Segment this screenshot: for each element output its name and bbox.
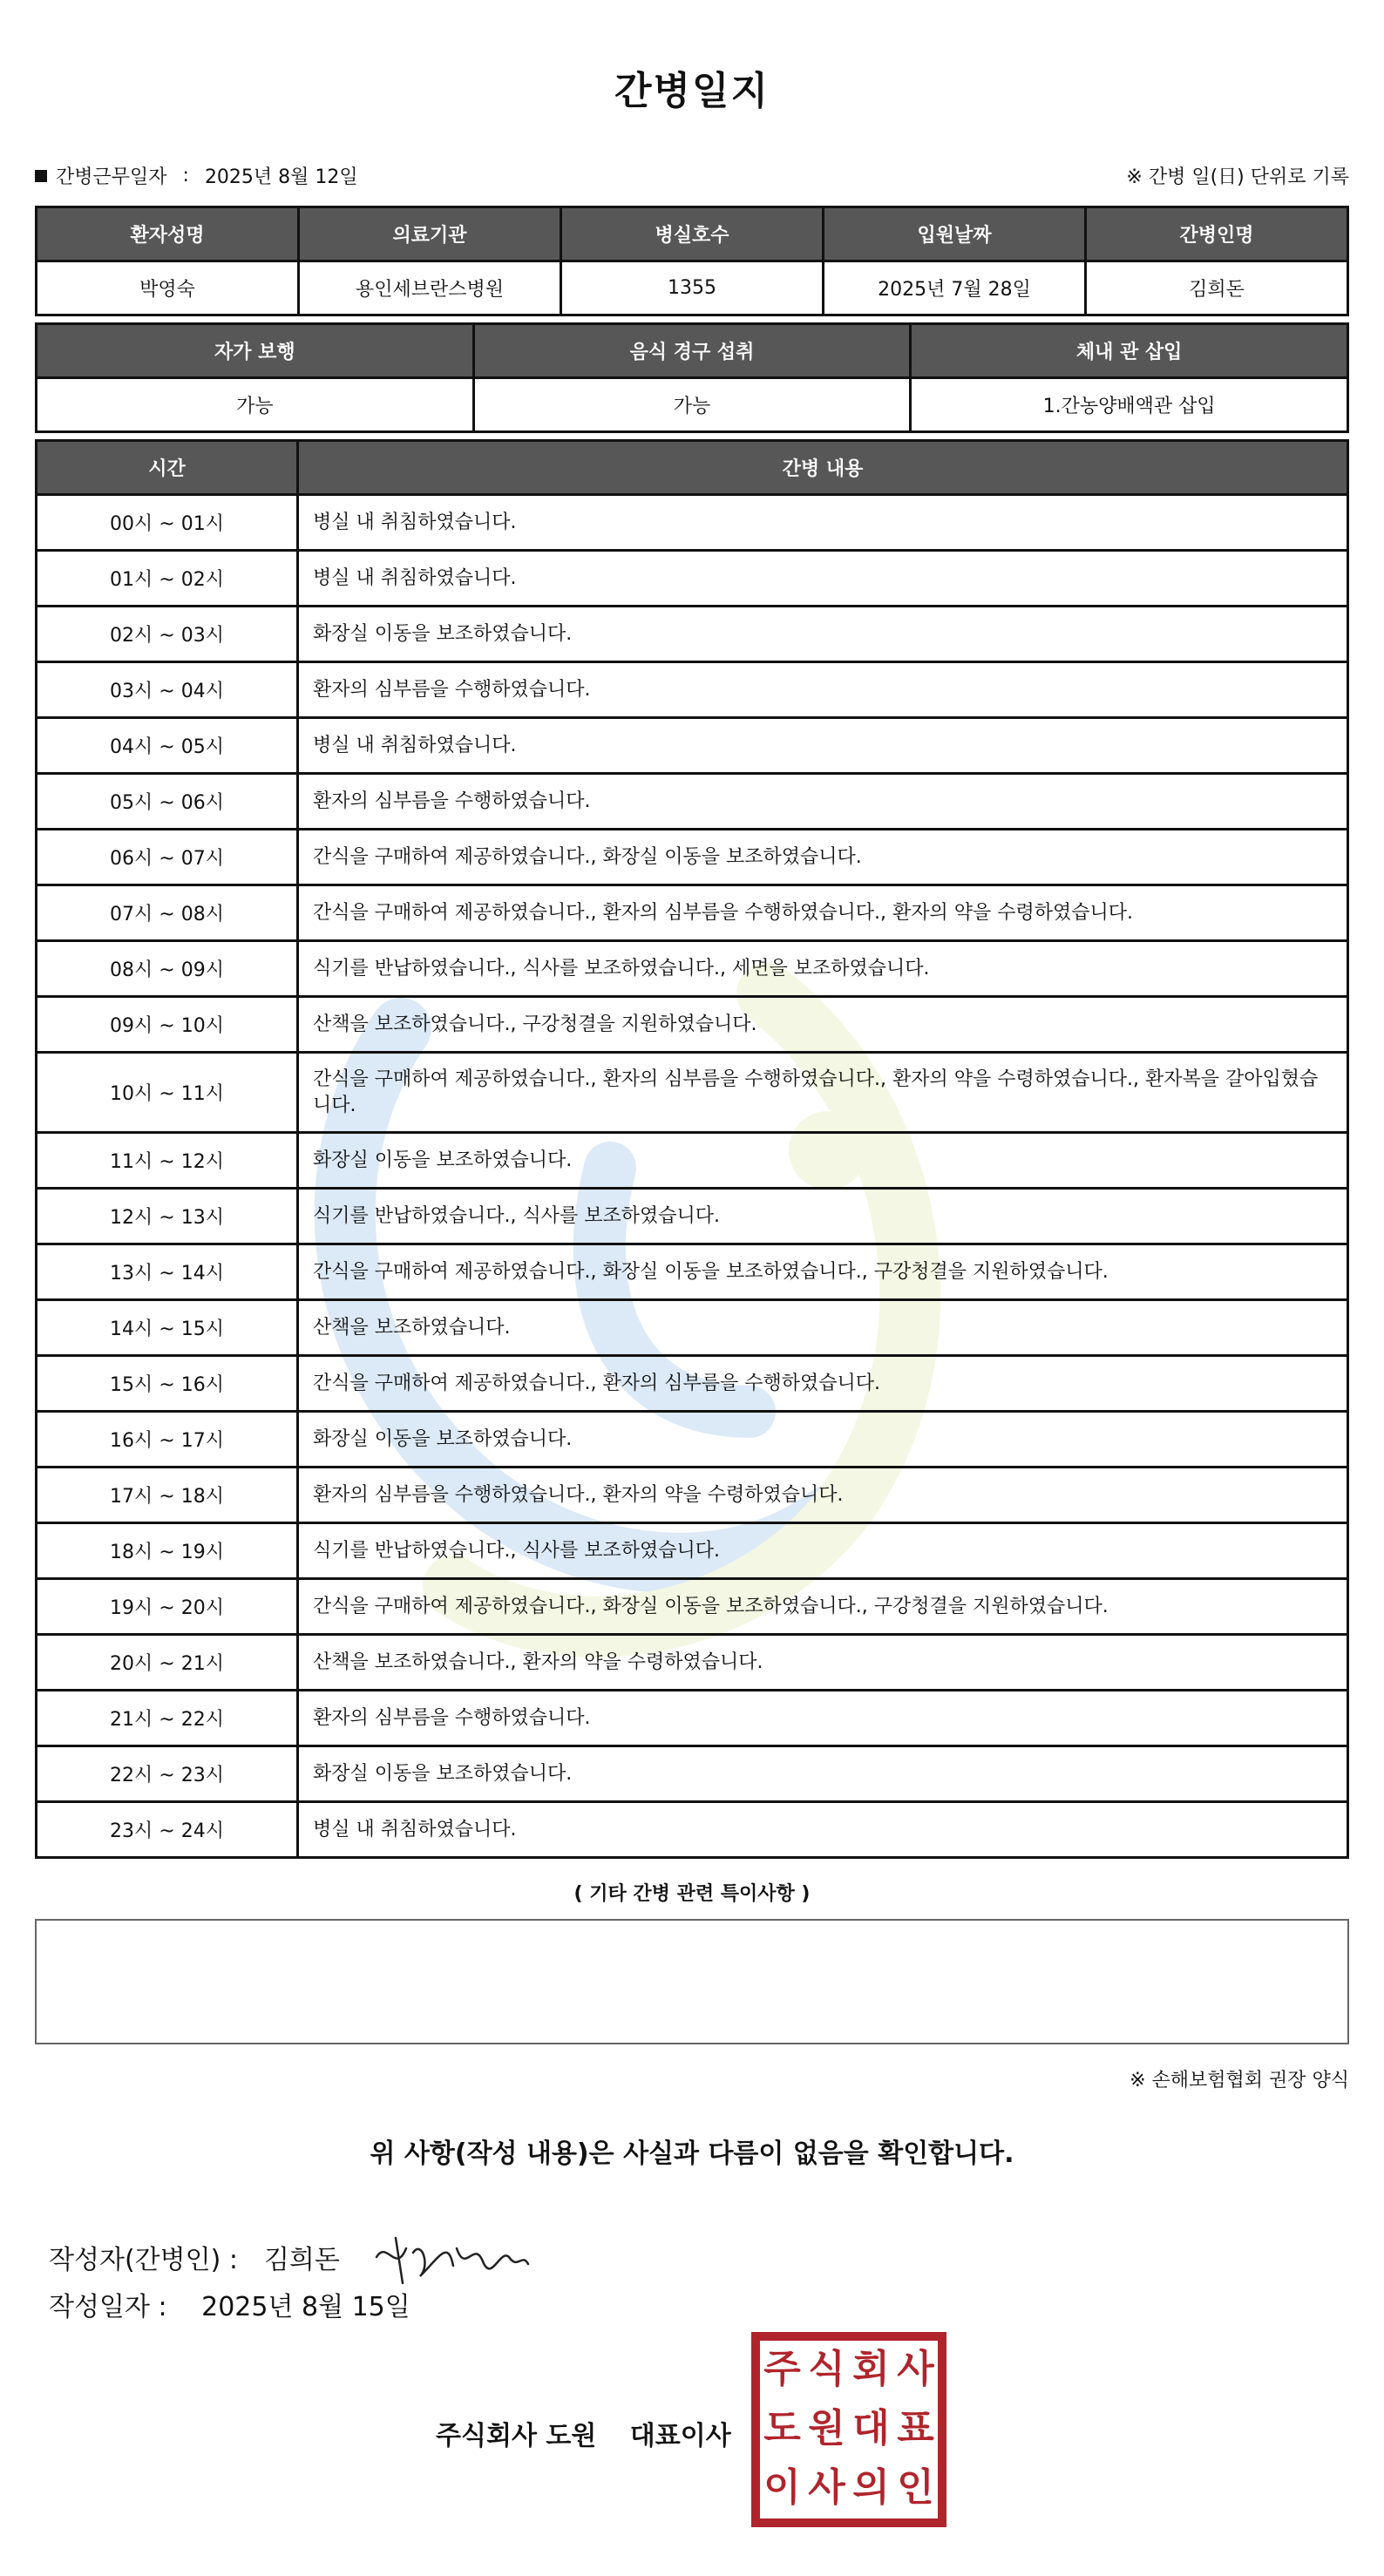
log-time-cell: 12시 ~ 13시 [37,1189,298,1244]
notes-title: ( 기타 간병 관련 특이사항 ) [573,1883,811,1905]
log-content-cell: 간식을 구매하여 제공하였습니다., 환자의 심부름을 수행하였습니다., 환자의 약을 수령하였습니다. [298,885,1348,941]
written-date-value: 2025년 8월 15일 [201,2292,410,2322]
log-content-cell: 환자의 심부름을 수행하였습니다., 환자의 약을 수령하였습니다. [298,1468,1348,1523]
table-row [37,1579,1348,1635]
table-row [37,1412,1348,1468]
log-content-cell: 식기를 반납하였습니다., 식사를 보조하였습니다. [298,1189,1348,1244]
table-row [37,1133,1348,1189]
log-content-cell: 화장실 이동을 보조하였습니다. [298,1412,1348,1468]
table-row [37,1300,1348,1356]
log-time-cell: 06시 ~ 07시 [37,830,298,885]
table-row [37,1746,1348,1802]
log-content-cell: 화장실 이동을 보조하였습니다. [298,1133,1348,1189]
header-patient-name: 환자성명 [37,207,299,261]
log-time-cell: 18시 ~ 19시 [37,1523,298,1579]
seal-character: 대 [852,2406,890,2451]
log-time-cell: 01시 ~ 02시 [37,551,298,607]
header-time: 시간 [37,441,298,495]
log-time-cell: 15시 ~ 16시 [37,1356,298,1412]
log-time-cell: 19시 ~ 20시 [37,1579,298,1635]
log-time-cell: 05시 ~ 06시 [37,774,298,830]
log-content-cell: 화장실 이동을 보조하였습니다. [298,607,1348,662]
confirmation-statement: 위 사항(작성 내용)은 사실과 다름이 없음을 확인합니다. [370,2139,1014,2169]
log-time-cell: 14시 ~ 15시 [37,1300,298,1356]
log-time-cell: 23시 ~ 24시 [37,1802,298,1858]
written-date-label: 작성일자 : [49,2292,167,2322]
written-date-line [49,2285,410,2323]
seal-character: 표 [897,2406,934,2451]
table-row [37,830,1348,885]
work-date-value: 2025년 8월 12일 [204,166,358,188]
room-number: 1355 [561,261,824,315]
log-time-cell: 17시 ~ 18시 [37,1468,298,1523]
log-content-cell: 식기를 반납하였습니다., 식사를 보조하였습니다. [298,1523,1348,1579]
log-content-cell: 산책을 보조하였습니다., 구강청결을 지원하였습니다. [298,997,1348,1053]
log-time-cell: 00시 ~ 01시 [37,495,298,551]
company-name: 주식회사 도원 [436,2421,597,2451]
log-time-cell: 13시 ~ 14시 [37,1244,298,1300]
log-content-cell: 산책을 보조하였습니다. [298,1300,1348,1356]
oral-intake-value: 가능 [473,378,911,432]
log-content-cell: 간식을 구매하여 제공하였습니다., 환자의 심부름을 수행하였습니다., 환자의 약을 수령하였습니다., 환자복을 갈아입혔습니다. [298,1053,1348,1133]
seal-character: 주 [763,2347,801,2391]
header-care-content: 간병 내용 [298,441,1348,495]
record-unit-note: ※ 간병 일(日) 단위로 기록 [1126,166,1349,188]
table-row [37,1635,1348,1691]
tube-insertion-value: 1.간농양배액관 삽입 [911,378,1348,432]
form-source-note: ※ 손해보험협회 권장 양식 [1130,2070,1349,2091]
header-hospital: 의료기관 [299,207,561,261]
writer-label: 작성자(간병인) : [49,2245,238,2275]
writer-name: 김희돈 [263,2245,340,2275]
seal-character: 사 [897,2347,934,2391]
care-log-table [35,439,1349,1859]
company-role: 대표이사 [629,2421,731,2451]
seal-character: 사 [808,2465,845,2510]
table-row [37,1802,1348,1858]
log-time-cell: 11시 ~ 12시 [37,1133,298,1189]
square-bullet-icon [35,170,47,182]
log-time-cell: 16시 ~ 17시 [37,1412,298,1468]
log-time-cell: 02시 ~ 03시 [37,607,298,662]
table-row [37,1244,1348,1300]
log-content-cell: 환자의 심부름을 수행하였습니다. [298,662,1348,718]
seal-character: 원 [808,2406,845,2451]
log-content-cell: 간식을 구매하여 제공하였습니다., 화장실 이동을 보조하였습니다. [298,830,1348,885]
company-seal-stamp [751,2332,946,2527]
log-header-row [37,441,1348,495]
table-row [37,1356,1348,1412]
log-time-cell: 20시 ~ 21시 [37,1635,298,1691]
header-admission-date: 입원날짜 [824,207,1086,261]
table-row [37,774,1348,830]
work-date-line [35,162,358,189]
patient-status-table [35,322,1349,433]
patient-header-row [37,207,1348,261]
header-room: 병실호수 [561,207,824,261]
admission-date: 2025년 7월 28일 [824,261,1086,315]
log-time-cell: 09시 ~ 10시 [37,997,298,1053]
log-time-cell: 22시 ~ 23시 [37,1746,298,1802]
log-content-cell: 간식을 구매하여 제공하였습니다., 환자의 심부름을 수행하였습니다. [298,1356,1348,1412]
log-content-cell: 간식을 구매하여 제공하였습니다., 화장실 이동을 보조하였습니다., 구강청결을 지원하였습니다. [298,1244,1348,1300]
log-time-cell: 21시 ~ 22시 [37,1691,298,1746]
table-row [37,1053,1348,1133]
header-caregiver: 간병인명 [1086,207,1348,261]
caregiver-name: 김희돈 [1086,261,1348,315]
table-row [37,941,1348,997]
table-row [37,1468,1348,1523]
log-time-cell: 07시 ~ 08시 [37,885,298,941]
log-time-cell: 08시 ~ 09시 [37,941,298,997]
table-row [37,607,1348,662]
table-row [37,495,1348,551]
table-row [37,1691,1348,1746]
notes-box [35,1919,1349,2044]
seal-character: 도 [763,2406,801,2451]
walking-value: 가능 [37,378,474,432]
log-content-cell: 화장실 이동을 보조하였습니다. [298,1746,1348,1802]
log-time-cell: 03시 ~ 04시 [37,662,298,718]
table-row [37,885,1348,941]
company-signature-line [436,2414,731,2452]
patient-value-row [37,261,1348,315]
seal-character: 이 [763,2465,801,2510]
page-title: 간병일지 [614,69,770,113]
log-content-cell: 병실 내 취침하였습니다. [298,1802,1348,1858]
log-content-cell: 간식을 구매하여 제공하였습니다., 화장실 이동을 보조하였습니다., 구강청결을 지원하였습니다. [298,1579,1348,1635]
work-date-label: 간병근무일자 [56,166,167,188]
table-row [37,1523,1348,1579]
hospital-name: 용인세브란스병원 [299,261,561,315]
work-date-separator: : [182,165,189,186]
table-row [37,997,1348,1053]
log-content-cell: 병실 내 취침하였습니다. [298,718,1348,774]
log-content-cell: 환자의 심부름을 수행하였습니다. [298,1691,1348,1746]
writer-line [49,2222,535,2292]
signature-image [370,2222,535,2292]
status-value-row [37,378,1348,432]
table-row [37,662,1348,718]
seal-character: 회 [852,2347,890,2391]
table-row [37,1189,1348,1244]
log-content-cell: 병실 내 취침하였습니다. [298,551,1348,607]
log-content-cell: 산책을 보조하였습니다., 환자의 약을 수령하였습니다. [298,1635,1348,1691]
header-tube-insertion: 체내 관 삽입 [911,324,1348,378]
header-oral-intake: 음식 경구 섭취 [473,324,911,378]
header-walking: 자가 보행 [37,324,474,378]
patient-name: 박영숙 [37,261,299,315]
patient-info-table [35,206,1349,316]
table-row [37,718,1348,774]
log-time-cell: 04시 ~ 05시 [37,718,298,774]
table-row [37,551,1348,607]
log-time-cell: 10시 ~ 11시 [37,1053,298,1133]
seal-character: 식 [808,2347,845,2391]
seal-character: 의 [852,2465,890,2510]
log-content-cell: 병실 내 취침하였습니다. [298,495,1348,551]
seal-character: 인 [897,2465,934,2510]
log-content-cell: 환자의 심부름을 수행하였습니다. [298,774,1348,830]
status-header-row [37,324,1348,378]
log-content-cell: 식기를 반납하였습니다., 식사를 보조하였습니다., 세면을 보조하였습니다. [298,941,1348,997]
